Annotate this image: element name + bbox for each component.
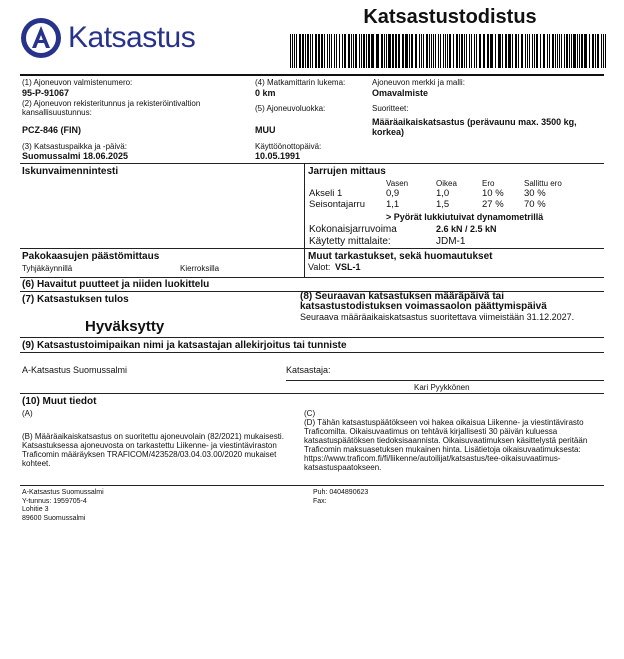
footer-company: A-Katsastus Suomussalmi [22, 489, 104, 496]
logo-text: Katsastus [68, 21, 196, 54]
measuring-device-value: JDM-1 [436, 236, 466, 247]
barcode [290, 34, 606, 68]
defects-title: (6) Havaitut puutteet ja niiden luokittelu [22, 279, 210, 290]
brake-header-row [309, 178, 584, 188]
brake-header-left: Vasen [386, 178, 409, 188]
brake-row-diff: 27 % [482, 199, 504, 210]
footer-city: 89600 Suomussalmi [22, 514, 86, 522]
brake-lock-note: > Pyörät lukkiutuivat dynamometrillä [386, 212, 544, 222]
brake-row-allowed: 70 % [524, 199, 546, 210]
signature-section-title: (9) Katsastustoimipaikan nimi ja katsastajan allekirjoitus tai tunniste [22, 340, 347, 351]
footer-business-id: Y-tunnus: 1959705-4 [22, 497, 87, 505]
brake-header-diff: Ero [482, 178, 495, 188]
footer-contact-block [313, 489, 368, 506]
inspection-result-value: Hyväksytty [85, 318, 165, 335]
inspection-place-label: (3) Katsastuspaikka ja -päivä: [22, 142, 127, 151]
brake-row-left: 1,1 [386, 199, 400, 210]
footer-phone: Puh: 0404890623 [313, 489, 369, 496]
first-use-date-label: Käyttöönottopäivä: [255, 142, 322, 151]
registration-label: (2) Ajoneuvon rekisteritunnus ja rekisteröintivaltion kansallisuustunnus: [22, 99, 201, 117]
vin-value: 95-P-91067 [22, 88, 70, 98]
brake-row-diff: 10 % [482, 188, 504, 199]
brake-row-allowed: 30 % [524, 188, 546, 199]
other-checks-title: Muut tarkastukset, sekä huomautukset [308, 251, 493, 262]
brake-row [309, 199, 584, 210]
vehicle-class-label: (5) Ajoneuvoluokka: [255, 104, 326, 113]
footer-fax: Fax: [313, 497, 327, 505]
other-info-a: (A) [22, 409, 33, 418]
total-brake-force-value: 2.6 kN / 2.5 kN [436, 224, 497, 234]
vehicle-class-value: MUU [255, 125, 276, 135]
services-label: Suoritteet: [372, 104, 409, 113]
lights-label: Valot: [308, 262, 331, 272]
brake-header-allowed: Sallittu ero [524, 178, 562, 188]
first-use-date-value: 10.05.1991 [255, 151, 301, 161]
measuring-device-label: Käytetty mittalaite: [309, 236, 391, 247]
brake-measurement-title: Jarrujen mittaus [308, 166, 386, 177]
lights-value: VSL-1 [335, 262, 361, 272]
next-inspection-text: Seuraava määräaikaiskatsastus suoritettava viimeistään 31.12.2027. [300, 312, 575, 322]
footer-street: Lohitie 3 [22, 506, 49, 513]
emissions-idle-label: Tyhjäkäynnillä [22, 264, 73, 273]
services-value: Määräaikaiskatsastus (perävaunu max. 3500 kg, korkea) [372, 117, 577, 137]
other-info-b: (B) Määräaikaiskatsastus on suoritettu ajoneuvolain (82/2021) mukaisesti. Katsastuksessa ajoneuvosta on tarkastettu Liikenne- ja viestintäviraston Traficomin määräyksen TRAFICOM/423528/03.04.03.00/2020 mukaiset kohteet. [22, 432, 284, 468]
inspection-place-value: Suomussalmi 18.06.2025 [22, 151, 129, 161]
document-title: Katsastustodistus [363, 6, 537, 28]
inspection-station-name: A-Katsastus Suomussalmi [22, 365, 128, 375]
footer-company-block [22, 489, 104, 523]
other-info-title: (10) Muut tiedot [22, 396, 97, 407]
total-brake-force-label: Kokonaisjarruvoima [309, 224, 397, 235]
odometer-value: 0 km [255, 88, 276, 98]
katsastus-logo [20, 16, 195, 60]
odometer-label: (4) Matkamittarin lukema: [255, 78, 346, 87]
inspector-name: Kari Pyykkönen [414, 383, 470, 392]
emissions-title: Pakokaasujen päästömittaus [22, 251, 160, 262]
make-model-label: Ajoneuvon merkki ja malli: [372, 78, 465, 87]
inspector-label: Katsastaja: [286, 365, 331, 375]
brake-table [309, 178, 584, 210]
other-info-d: (D) Tähän katsastuspäätökseen voi hakea oikaisua Liikenne- ja viestintävirasto Traficomilta. Oikaisuvaatimus on tehtävä kirjallisesti 30 päivän kuluessa katsastuspäätöksen tiedoksisaannista. Oikaisuvaatimuksen käsittelystä peritään Traficomin maksuasetuksen mukainen hinta. Lisätietoja oikaisuvaatimuksesta: https://www.traficom.fi/fi/liikenne/autoilijat/katsastus/tee-oikaisuvaatimus-katsastuspaatokseen. [304, 418, 588, 472]
other-info-c: (C) [304, 409, 316, 418]
brake-row-left: 0,9 [386, 188, 400, 199]
brake-row [309, 188, 584, 199]
vin-label: (1) Ajoneuvon valmistenumero: [22, 78, 133, 87]
brake-row-right: 1,0 [436, 188, 450, 199]
brake-row-right: 1,5 [436, 199, 450, 210]
inspection-result-title: (7) Katsastuksen tulos [22, 294, 129, 305]
brake-row-name: Akseli 1 [309, 188, 343, 199]
registration-value: PCZ-846 (FIN) [22, 125, 82, 135]
katsastus-logo-icon [20, 17, 62, 59]
emissions-rpm-label: Kierroksilla [180, 264, 220, 273]
brake-row-name: Seisontajarru [309, 199, 365, 210]
make-model-value: Omavalmiste [372, 88, 429, 98]
next-inspection-title: (8) Seuraavan katsastuksen määräpäivä tai katsastustodistuksen voimassaolon päättymispäivä [300, 291, 547, 312]
brake-header-right: Oikea [436, 178, 457, 188]
shock-absorber-title: Iskunvaimennintesti [22, 166, 119, 177]
